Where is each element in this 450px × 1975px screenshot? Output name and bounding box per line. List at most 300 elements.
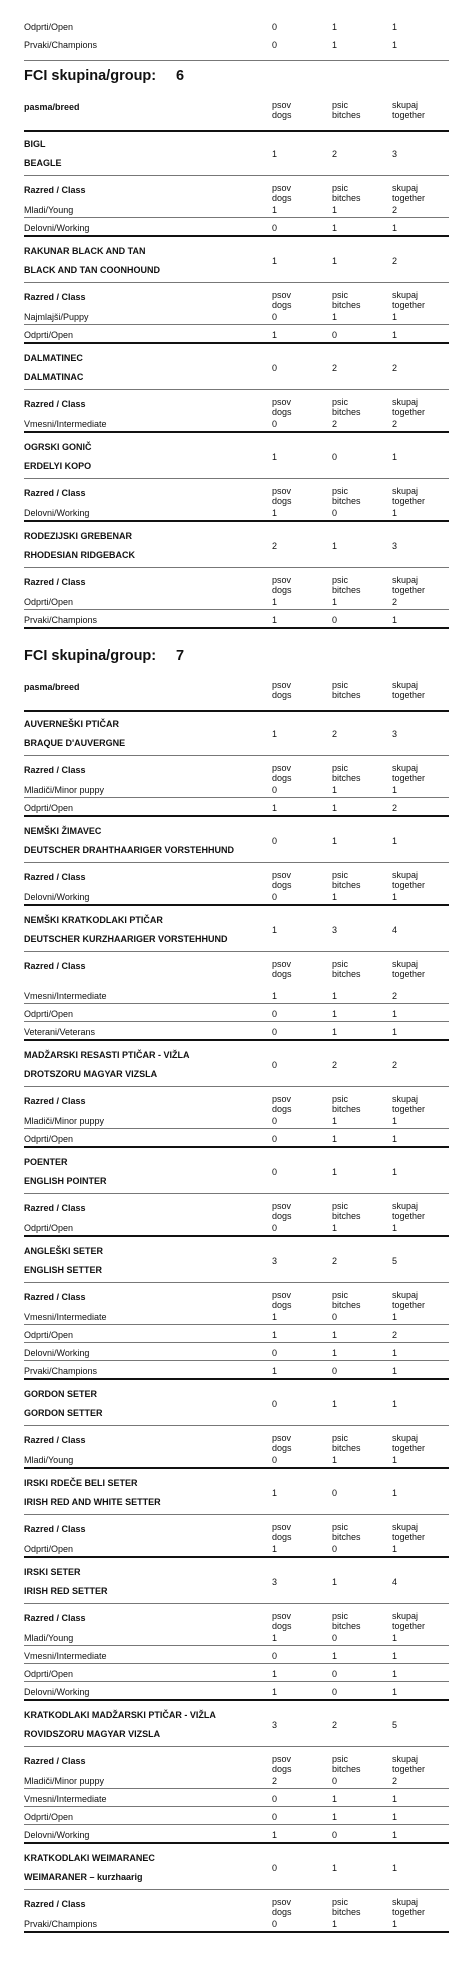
dogs-count: 1	[272, 452, 278, 462]
dogs-count: 0	[272, 1919, 278, 1929]
dogs-count: 0	[272, 1134, 278, 1144]
bitches-header: psic bitches	[332, 959, 361, 979]
dogs-count: 1	[272, 803, 278, 813]
dogs-header: psov dogs	[272, 1201, 292, 1221]
bitches-count: 1	[332, 1455, 338, 1465]
breed-name-sl: ANGLEŠKI SETER	[24, 1246, 104, 1256]
together-count: 1	[392, 1812, 398, 1822]
together-count: 1	[392, 22, 398, 32]
breed-name-sl: MADŽARSKI RESASTI PTIČAR - VIŽLA	[24, 1050, 190, 1060]
together-count: 5	[392, 1720, 398, 1730]
breed-name-en: ENGLISH SETTER	[24, 1265, 103, 1275]
header-label: Razred / Class	[24, 1096, 86, 1106]
row-label: Odprti/Open	[24, 1812, 74, 1822]
bitches-count: 0	[332, 1366, 338, 1376]
dogs-count: 0	[272, 836, 278, 846]
thick-divider	[24, 130, 449, 132]
divider	[24, 1788, 449, 1789]
divider	[24, 1282, 449, 1283]
thick-divider	[24, 1235, 449, 1237]
bitches-header: psic bitches	[332, 100, 361, 120]
dogs-header: psov dogs	[272, 1522, 292, 1542]
row-label: Delovni/Working	[24, 1348, 90, 1358]
bitches-count: 1	[332, 1863, 338, 1873]
divider	[24, 951, 449, 952]
bitches-header: psic bitches	[332, 1754, 361, 1774]
bitches-count: 1	[332, 22, 338, 32]
bitches-count: 1	[332, 1919, 338, 1929]
dogs-header: psov dogs	[272, 575, 292, 595]
together-header: skupaj together	[392, 870, 426, 890]
header-label: Razred / Class	[24, 185, 86, 195]
bitches-count: 1	[332, 803, 338, 813]
dogs-count: 0	[272, 1167, 278, 1177]
divider	[24, 862, 449, 863]
together-count: 1	[392, 836, 398, 846]
divider	[24, 609, 449, 610]
dogs-count: 0	[272, 1455, 278, 1465]
dogs-count: 3	[272, 1577, 278, 1587]
together-header: skupaj together	[392, 680, 426, 700]
row-label: Odprti/Open	[24, 1009, 74, 1019]
breed-name-sl: NEMŠKI ŽIMAVEC	[24, 826, 102, 836]
divider	[24, 1681, 449, 1682]
bitches-count: 0	[332, 1544, 338, 1554]
bitches-count: 1	[332, 1167, 338, 1177]
dogs-header: psov dogs	[272, 1611, 292, 1631]
dogs-count: 0	[272, 40, 278, 50]
bitches-header: psic bitches	[332, 183, 361, 203]
dogs-count: 1	[272, 205, 278, 215]
header-label: Razred / Class	[24, 1435, 86, 1445]
breed-name-en: BEAGLE	[24, 158, 62, 168]
divider	[24, 175, 449, 176]
together-count: 1	[392, 40, 398, 50]
row-label: Delovni/Working	[24, 508, 90, 518]
dogs-count: 0	[272, 1863, 278, 1873]
header-label: pasma/breed	[24, 682, 80, 692]
breed-name-en: ERDELYI KOPO	[24, 461, 92, 471]
bitches-count: 0	[332, 1312, 338, 1322]
bitches-header: psic bitches	[332, 1522, 361, 1542]
together-count: 1	[392, 1223, 398, 1233]
row-label: Vmesni/Intermediate	[24, 991, 107, 1001]
dogs-count: 0	[272, 223, 278, 233]
dogs-header: psov dogs	[272, 183, 292, 203]
row-label: Prvaki/Champions	[24, 1919, 98, 1929]
together-count: 1	[392, 312, 398, 322]
together-count: 1	[392, 1830, 398, 1840]
together-count: 1	[392, 1651, 398, 1661]
bitches-count: 1	[332, 1348, 338, 1358]
thick-divider	[24, 1039, 449, 1041]
breed-name-en: BLACK AND TAN COONHOUND	[24, 265, 160, 275]
thick-divider	[24, 627, 449, 629]
row-label: Odprti/Open	[24, 1134, 74, 1144]
dogs-header: psov dogs	[272, 959, 292, 979]
bitches-count: 1	[332, 541, 338, 551]
header-label: Razred / Class	[24, 872, 86, 882]
thick-divider	[24, 342, 449, 344]
together-count: 1	[392, 1116, 398, 1126]
row-label: Odprti/Open	[24, 1544, 74, 1554]
dogs-count: 1	[272, 1488, 278, 1498]
breed-name-sl: IRSKI RDEČE BELI SETER	[24, 1478, 138, 1488]
together-header: skupaj together	[392, 959, 426, 979]
together-count: 2	[392, 363, 398, 373]
bitches-count: 0	[332, 508, 338, 518]
bitches-count: 0	[332, 330, 338, 340]
dogs-count: 1	[272, 149, 278, 159]
breed-name-sl: IRSKI SETER	[24, 1567, 81, 1577]
bitches-count: 1	[332, 836, 338, 846]
together-count: 1	[392, 223, 398, 233]
bitches-count: 0	[332, 1488, 338, 1498]
bitches-count: 1	[332, 312, 338, 322]
thick-divider	[24, 1931, 449, 1933]
row-label: Vmesni/Intermediate	[24, 1651, 107, 1661]
dogs-count: 3	[272, 1256, 278, 1266]
dogs-count: 1	[272, 508, 278, 518]
breed-name-sl: KRATKODLAKI MADŽARSKI PTIČAR - VIŽLA	[24, 1710, 216, 1720]
together-count: 2	[392, 597, 398, 607]
together-count: 2	[392, 205, 398, 215]
bitches-header: psic bitches	[332, 575, 361, 595]
dogs-header: psov dogs	[272, 100, 292, 120]
dogs-count: 0	[272, 1812, 278, 1822]
breed-name-en: ROVIDSZORU MAGYAR VIZSLA	[24, 1729, 161, 1739]
group-number: 6	[176, 68, 185, 84]
row-label: Delovni/Working	[24, 1830, 90, 1840]
bitches-count: 0	[332, 1633, 338, 1643]
dogs-count: 1	[272, 330, 278, 340]
together-count: 1	[392, 1348, 398, 1358]
bitches-count: 1	[332, 1134, 338, 1144]
together-count: 1	[392, 1669, 398, 1679]
breed-name-en: IRISH RED SETTER	[24, 1586, 108, 1596]
divider	[24, 1021, 449, 1022]
together-count: 1	[392, 508, 398, 518]
together-count: 1	[392, 785, 398, 795]
together-header: skupaj together	[392, 763, 426, 783]
bitches-header: psic bitches	[332, 1094, 361, 1114]
dogs-header: psov dogs	[272, 397, 292, 417]
bitches-count: 1	[332, 223, 338, 233]
divider	[24, 1128, 449, 1129]
together-header: skupaj together	[392, 1201, 426, 1221]
dogs-header: psov dogs	[272, 680, 292, 700]
dogs-count: 0	[272, 1399, 278, 1409]
row-label: Prvaki/Champions	[24, 615, 98, 625]
together-count: 1	[392, 330, 398, 340]
together-header: skupaj together	[392, 1433, 426, 1453]
bitches-count: 1	[332, 991, 338, 1001]
header-label: Razred / Class	[24, 399, 86, 409]
dogs-count: 0	[272, 1348, 278, 1358]
dogs-count: 1	[272, 1687, 278, 1697]
bitches-count: 2	[332, 729, 338, 739]
header-label: Razred / Class	[24, 1613, 86, 1623]
thick-divider	[24, 904, 449, 906]
dogs-count: 1	[272, 615, 278, 625]
bitches-count: 1	[332, 1399, 338, 1409]
together-count: 4	[392, 1577, 398, 1587]
divider	[24, 282, 449, 283]
together-count: 2	[392, 991, 398, 1001]
divider	[24, 60, 449, 61]
thick-divider	[24, 1146, 449, 1148]
header-label: Razred / Class	[24, 1756, 86, 1766]
bitches-count: 1	[332, 1651, 338, 1661]
bitches-count: 0	[332, 1669, 338, 1679]
together-count: 1	[392, 1633, 398, 1643]
group-heading	[24, 68, 185, 84]
dogs-count: 1	[272, 729, 278, 739]
dogs-count: 0	[272, 419, 278, 429]
row-label: Odprti/Open	[24, 330, 74, 340]
divider	[24, 1889, 449, 1890]
bitches-count: 1	[332, 1116, 338, 1126]
header-label: Razred / Class	[24, 961, 86, 971]
dogs-count: 0	[272, 1223, 278, 1233]
together-count: 2	[392, 803, 398, 813]
together-count: 1	[392, 1399, 398, 1409]
divider	[24, 567, 449, 568]
row-label: Mladi/Young	[24, 1455, 74, 1465]
together-count: 1	[392, 1455, 398, 1465]
row-label: Najmlajši/Puppy	[24, 312, 89, 322]
together-count: 1	[392, 1488, 398, 1498]
together-count: 1	[392, 1919, 398, 1929]
bitches-header: psic bitches	[332, 397, 361, 417]
together-header: skupaj together	[392, 183, 426, 203]
divider	[24, 1824, 449, 1825]
dogs-header: psov dogs	[272, 1094, 292, 1114]
divider	[24, 217, 449, 218]
group-heading	[24, 648, 185, 664]
bitches-count: 1	[332, 1330, 338, 1340]
row-label: Veterani/Veterans	[24, 1027, 96, 1037]
dogs-count: 1	[272, 1669, 278, 1679]
breed-name-sl: BIGL	[24, 139, 46, 149]
row-label: Odprti/Open	[24, 1223, 74, 1233]
thick-divider	[24, 431, 449, 433]
dogs-count: 1	[272, 1830, 278, 1840]
breed-name-sl: DALMATINEC	[24, 353, 83, 363]
together-count: 3	[392, 729, 398, 739]
bitches-header: psic bitches	[332, 680, 361, 700]
dogs-count: 0	[272, 22, 278, 32]
bitches-count: 1	[332, 1009, 338, 1019]
header-label: Razred / Class	[24, 1899, 86, 1909]
together-header: skupaj together	[392, 290, 426, 310]
bitches-header: psic bitches	[332, 763, 361, 783]
divider	[24, 324, 449, 325]
header-label: Razred / Class	[24, 765, 86, 775]
row-label: Vmesni/Intermediate	[24, 1794, 107, 1804]
divider	[24, 1193, 449, 1194]
thick-divider	[24, 815, 449, 817]
together-header: skupaj together	[392, 486, 426, 506]
bitches-count: 2	[332, 1720, 338, 1730]
divider	[24, 1324, 449, 1325]
bitches-header: psic bitches	[332, 1201, 361, 1221]
divider	[24, 389, 449, 390]
row-label: Odprti/Open	[24, 1330, 74, 1340]
bitches-header: psic bitches	[332, 1897, 361, 1917]
group-number: 7	[176, 648, 185, 664]
together-count: 5	[392, 1256, 398, 1266]
row-label: Mladiči/Minor puppy	[24, 1776, 105, 1786]
divider	[24, 1425, 449, 1426]
bitches-count: 0	[332, 615, 338, 625]
bitches-header: psic bitches	[332, 1290, 361, 1310]
breed-name-sl: RAKUNAR BLACK AND TAN	[24, 246, 146, 256]
together-count: 2	[392, 256, 398, 266]
together-count: 2	[392, 1060, 398, 1070]
breed-name-sl: NEMŠKI KRATKODLAKI PTIČAR	[24, 915, 163, 925]
together-header: skupaj together	[392, 1094, 426, 1114]
together-count: 1	[392, 1009, 398, 1019]
header-label: Razred / Class	[24, 577, 86, 587]
together-count: 1	[392, 1794, 398, 1804]
row-label: Mladi/Young	[24, 205, 74, 215]
breed-name-sl: KRATKODLAKI WEIMARANEC	[24, 1853, 155, 1863]
row-label: Mladi/Young	[24, 1633, 74, 1643]
together-count: 1	[392, 1366, 398, 1376]
bitches-count: 2	[332, 419, 338, 429]
together-count: 1	[392, 1544, 398, 1554]
bitches-count: 1	[332, 205, 338, 215]
together-header: skupaj together	[392, 397, 426, 417]
divider	[24, 1003, 449, 1004]
together-count: 1	[392, 1027, 398, 1037]
bitches-count: 2	[332, 149, 338, 159]
dogs-count: 0	[272, 1060, 278, 1070]
header-label: Razred / Class	[24, 488, 86, 498]
row-label: Odprti/Open	[24, 1669, 74, 1679]
thick-divider	[24, 1842, 449, 1844]
bitches-count: 1	[332, 1223, 338, 1233]
dogs-count: 0	[272, 785, 278, 795]
divider	[24, 1342, 449, 1343]
thick-divider	[24, 1556, 449, 1558]
bitches-header: psic bitches	[332, 870, 361, 890]
breed-name-en: WEIMARANER – kurzhaarig	[24, 1872, 143, 1882]
together-header: skupaj together	[392, 1897, 426, 1917]
bitches-header: psic bitches	[332, 290, 361, 310]
dogs-header: psov dogs	[272, 290, 292, 310]
dogs-header: psov dogs	[272, 1897, 292, 1917]
dogs-header: psov dogs	[272, 486, 292, 506]
divider	[24, 1360, 449, 1361]
divider	[24, 1514, 449, 1515]
divider	[24, 1806, 449, 1807]
dogs-header: psov dogs	[272, 1754, 292, 1774]
bitches-count: 2	[332, 1060, 338, 1070]
together-count: 1	[392, 892, 398, 902]
bitches-count: 1	[332, 785, 338, 795]
row-label: Prvaki/Champions	[24, 1366, 98, 1376]
together-count: 2	[392, 419, 398, 429]
thick-divider	[24, 710, 449, 712]
dogs-count: 1	[272, 256, 278, 266]
together-header: skupaj together	[392, 100, 426, 120]
dogs-count: 1	[272, 1366, 278, 1376]
breed-name-en: DROTSZORU MAGYAR VIZSLA	[24, 1069, 158, 1079]
bitches-count: 3	[332, 925, 338, 935]
header-label: Razred / Class	[24, 1203, 86, 1213]
breed-name-sl: GORDON SETER	[24, 1389, 98, 1399]
divider	[24, 1663, 449, 1664]
dogs-count: 0	[272, 1009, 278, 1019]
breed-name-en: DEUTSCHER DRAHTHAARIGER VORSTEHHUND	[24, 845, 235, 855]
breed-name-en: IRISH RED AND WHITE SETTER	[24, 1497, 161, 1507]
dogs-count: 0	[272, 1027, 278, 1037]
divider	[24, 797, 449, 798]
thick-divider	[24, 235, 449, 237]
together-count: 3	[392, 541, 398, 551]
together-count: 1	[392, 1134, 398, 1144]
breed-name-sl: OGRSKI GONIČ	[24, 442, 92, 452]
dogs-count: 3	[272, 1720, 278, 1730]
dogs-count: 1	[272, 1330, 278, 1340]
header-label: pasma/breed	[24, 102, 80, 112]
bitches-header: psic bitches	[332, 1433, 361, 1453]
breed-name-en: BRAQUE D'AUVERGNE	[24, 738, 126, 748]
dogs-header: psov dogs	[272, 763, 292, 783]
row-label: Vmesni/Intermediate	[24, 419, 107, 429]
bitches-count: 1	[332, 597, 338, 607]
dogs-header: psov dogs	[272, 1433, 292, 1453]
together-count: 2	[392, 1776, 398, 1786]
breed-name-sl: RODEZIJSKI GREBENAR	[24, 531, 133, 541]
dogs-header: psov dogs	[272, 870, 292, 890]
thick-divider	[24, 1378, 449, 1380]
row-label: Delovni/Working	[24, 892, 90, 902]
bitches-count: 1	[332, 40, 338, 50]
row-label: Prvaki/Champions	[24, 40, 98, 50]
dogs-count: 0	[272, 1794, 278, 1804]
dogs-count: 0	[272, 1651, 278, 1661]
bitches-count: 0	[332, 452, 338, 462]
dogs-count: 1	[272, 925, 278, 935]
bitches-count: 0	[332, 1687, 338, 1697]
together-count: 1	[392, 1687, 398, 1697]
breed-name-en: DEUTSCHER KURZHAARIGER VORSTEHHUND	[24, 934, 228, 944]
bitches-count: 1	[332, 1812, 338, 1822]
together-header: skupaj together	[392, 1522, 426, 1542]
breed-name-sl: AUVERNEŠKI PTIČAR	[24, 719, 120, 729]
dogs-count: 0	[272, 312, 278, 322]
divider	[24, 755, 449, 756]
together-count: 1	[392, 615, 398, 625]
row-label: Odprti/Open	[24, 803, 74, 813]
group-heading-text: FCI skupina/group:	[24, 68, 157, 84]
together-count: 2	[392, 1330, 398, 1340]
row-label: Odprti/Open	[24, 22, 74, 32]
dogs-count: 2	[272, 541, 278, 551]
together-count: 3	[392, 149, 398, 159]
thick-divider	[24, 1467, 449, 1469]
dogs-count: 0	[272, 363, 278, 373]
row-label: Vmesni/Intermediate	[24, 1312, 107, 1322]
breed-name-sl: POENTER	[24, 1157, 68, 1167]
dogs-count: 1	[272, 1544, 278, 1554]
divider	[24, 1603, 449, 1604]
together-count: 4	[392, 925, 398, 935]
row-label: Delovni/Working	[24, 1687, 90, 1697]
